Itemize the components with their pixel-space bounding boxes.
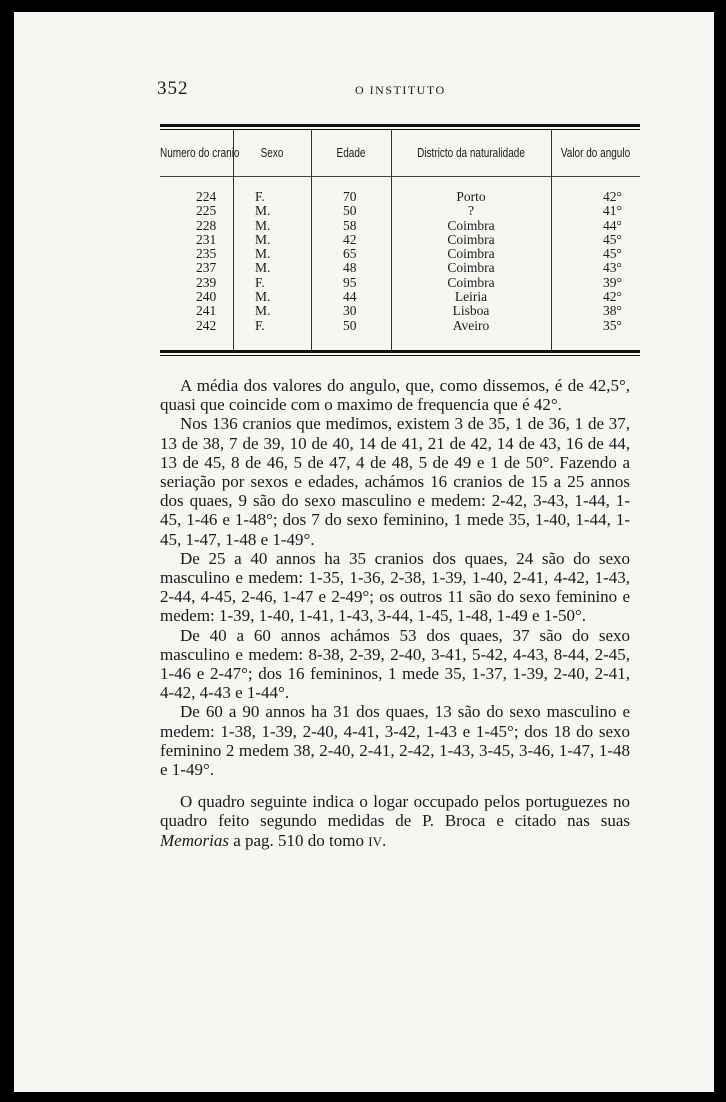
skull-angle-table bbox=[160, 130, 640, 333]
cell-district: Coimbra bbox=[447, 274, 495, 290]
body-text bbox=[160, 376, 630, 851]
cell-sex: M. bbox=[255, 289, 271, 305]
table-row bbox=[160, 319, 640, 333]
cell-sex: M. bbox=[255, 260, 271, 276]
cell-skull-number: 241 bbox=[196, 303, 217, 319]
cell-sex: M. bbox=[255, 246, 271, 262]
table-row bbox=[160, 247, 640, 261]
cell-sex: M. bbox=[255, 231, 271, 247]
cell-angle: 35° bbox=[603, 317, 622, 333]
paragraph-40-60-years: De 40 a 60 annos achámos 53 dos quaes, 37 são do sexo masculino e medem: 8-38, 2-39, 2-40, 3-41, 5-42, 4-43, 8-44, 2-45, 1-46 e 2-47°; dos 16 femininos, 1 mede 35, 1-37, 1-39, 2-40, 2-41, 4-42, 4-43 e 1-44°. bbox=[160, 625, 630, 703]
cell-angle: 41° bbox=[603, 203, 622, 219]
reference-text: O quadro seguinte indica o logar occupado pelos portuguezes no quadro feito segundo medidas de P. Broca e citado nas suas bbox=[160, 792, 630, 831]
cell-age: 58 bbox=[343, 217, 357, 233]
cell-skull-number: 237 bbox=[196, 260, 217, 276]
column-header-district: Districto da naturalidade bbox=[417, 145, 525, 161]
cell-sex: F. bbox=[255, 274, 265, 290]
column-header-angle: Valor do angulo bbox=[560, 145, 631, 161]
cell-angle: 42° bbox=[603, 189, 622, 204]
cell-angle: 45° bbox=[603, 246, 622, 262]
reference-volume: IV bbox=[368, 833, 382, 849]
cell-angle: 45° bbox=[603, 231, 622, 247]
cell-district: Lisboa bbox=[452, 303, 490, 319]
paragraph-25-40-years: De 25 a 40 annos ha 35 cranios dos quaes, 24 são do sexo masculino e medem: 1-35, 1-36, 2-38, 1-39, 1-40, 2-41, 4-42, 1-43, 2-44, 4-45, 2-46, 1-47 e 2-49°; os outros 11 são do sexo feminino e medem: 1-39, 1-40, 1-41, 1-43, 3-44, 1-45, 1-48, 1-49 e 1-50°. bbox=[160, 548, 630, 626]
running-title: O INSTITUTO bbox=[355, 83, 446, 97]
cell-angle: 39° bbox=[603, 274, 622, 290]
cell-age: 50 bbox=[343, 317, 357, 333]
cell-district: Coimbra bbox=[447, 217, 495, 233]
cell-sex: F. bbox=[255, 189, 265, 204]
cell-district: Aveiro bbox=[452, 317, 490, 333]
cell-district: Coimbra bbox=[447, 231, 495, 247]
paragraph-mean-angle: A média dos valores do angulo, que, como dissemos, é de 42,5°, quasi que coincide com o maximo de frequencia que é 42°. bbox=[160, 376, 630, 415]
table-bottom-rule-thin bbox=[160, 355, 640, 356]
paragraph-broca-reference bbox=[160, 792, 630, 851]
table-row bbox=[160, 304, 640, 318]
cell-district: Coimbra bbox=[447, 260, 495, 276]
cell-age: 65 bbox=[343, 246, 357, 262]
cell-angle: 42° bbox=[603, 289, 622, 305]
table-row bbox=[160, 276, 640, 290]
cell-sex: M. bbox=[255, 203, 271, 219]
cell-district: Porto bbox=[456, 189, 486, 204]
cell-skull-number: 240 bbox=[196, 289, 217, 305]
table-row bbox=[160, 290, 640, 304]
cell-skull-number: 225 bbox=[196, 203, 217, 219]
table-bottom-rule bbox=[160, 350, 640, 353]
page-header bbox=[157, 78, 627, 102]
table-row bbox=[160, 219, 640, 233]
cell-skull-number: 224 bbox=[196, 189, 217, 204]
table-row bbox=[160, 204, 640, 218]
column-header-skull-number: Numero do cranio bbox=[160, 145, 240, 161]
cell-sex: M. bbox=[255, 217, 271, 233]
table-header-row bbox=[160, 130, 640, 176]
memorias-title: Memorias bbox=[160, 830, 229, 850]
cell-age: 42 bbox=[343, 231, 357, 247]
paragraph-60-90-years: De 60 a 90 annos ha 31 dos quaes, 13 são do sexo masculino e medem: 1-38, 1-39, 2-40, 4-41, 3-42, 1-43 e 1-45°; dos 18 do sexo feminino 2 medem 38, 2-40, 2-41, 2-42, 1-43, 3-45, 3-46, 1-47, 1-48 e 1-49°. bbox=[160, 702, 630, 780]
cell-age: 50 bbox=[343, 203, 357, 219]
cell-sex: M. bbox=[255, 303, 271, 319]
cell-age: 95 bbox=[343, 274, 357, 290]
cell-angle: 38° bbox=[603, 303, 622, 319]
cell-district: ? bbox=[468, 203, 474, 219]
cell-age: 30 bbox=[343, 303, 357, 319]
cell-age: 48 bbox=[343, 260, 357, 276]
column-header-sex: Sexo bbox=[260, 145, 284, 161]
table-row bbox=[160, 233, 640, 247]
cell-skull-number: 235 bbox=[196, 246, 217, 262]
cell-district: Leiria bbox=[454, 289, 488, 305]
cell-skull-number: 242 bbox=[196, 317, 217, 333]
cell-skull-number: 228 bbox=[196, 217, 217, 233]
table-row bbox=[160, 261, 640, 275]
cell-age: 44 bbox=[343, 289, 357, 305]
cell-age: 70 bbox=[343, 189, 357, 204]
paragraph-distribution: Nos 136 cranios que medimos, existem 3 de 35, 1 de 36, 1 de 37, 13 de 38, 7 de 39, 10 de 40, 14 de 41, 21 de 42, 14 de 43, 16 de 44, 13 de 45, 8 de 46, 5 de 47, 4 de 48, 5 de 49 e 1 de 50°. Fazendo a seriação por sexos e edades, achámos 16 cranios de 15 a 25 annos dos quaes, 9 são do sexo masculino e medem: 2-42, 3-43, 1-44, 1-45, 1-46 e 1-48°; dos 7 do sexo feminino, 1 mede 35, 1-40, 1-44, 1-45, 1-47, 1-48 e 1-49°. bbox=[160, 414, 630, 549]
cell-angle: 44° bbox=[603, 217, 622, 233]
cell-district: Coimbra bbox=[447, 246, 495, 262]
cell-skull-number: 231 bbox=[196, 231, 217, 247]
reference-page: a pag. 510 do tomo bbox=[228, 830, 369, 850]
cell-angle: 43° bbox=[603, 260, 622, 276]
column-header-age: Edade bbox=[336, 145, 366, 161]
reference-period: . bbox=[381, 830, 387, 850]
cell-skull-number: 239 bbox=[196, 274, 217, 290]
page-number: 352 bbox=[157, 78, 189, 99]
cell-sex: F. bbox=[255, 317, 265, 333]
